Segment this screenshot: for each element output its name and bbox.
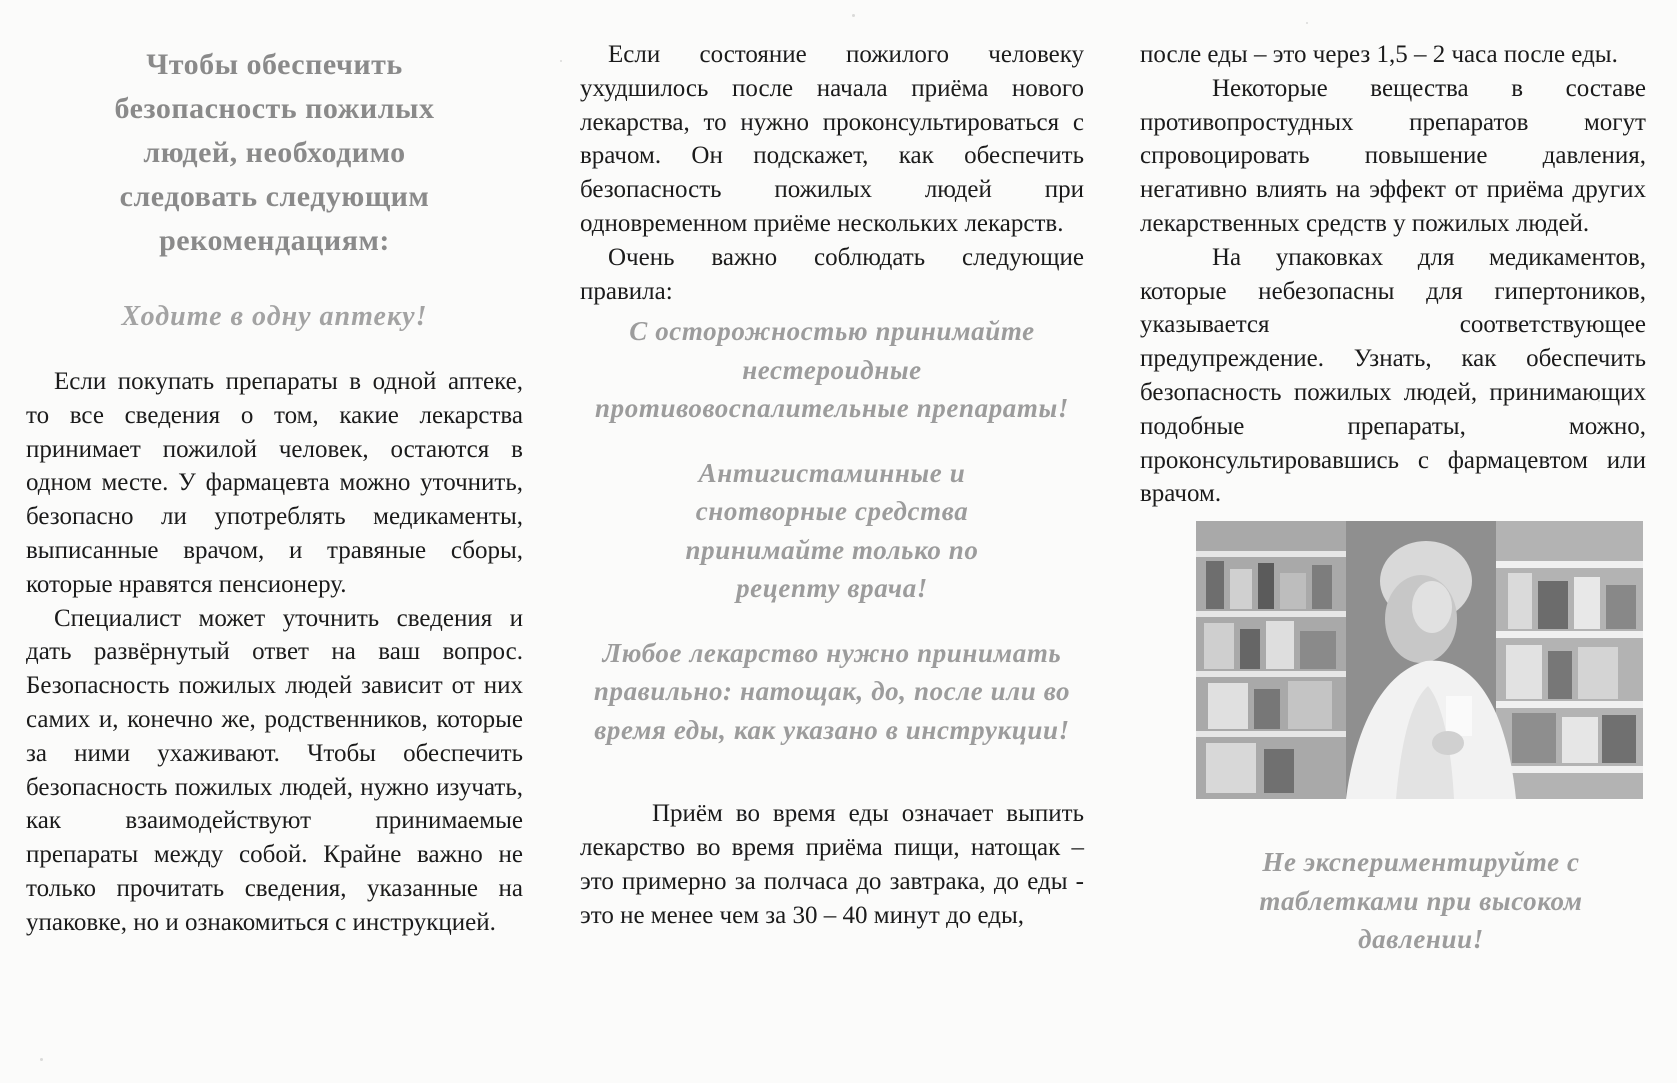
doctor-consult-paragraph: Если состояние пожилого человеку ухудшилось после начала приёма нового лекарства, то нужно проконсультироваться с врачом. Он подскажет, как обеспечить безопасность пожилых людей при одновременном приёме нескольких лекарств. bbox=[580, 41, 1084, 237]
blood-pressure-callout: Не экспериментируйте с таблетками при высоком давлении! bbox=[1259, 847, 1583, 955]
right-column bbox=[1140, 38, 1646, 959]
scan-speck bbox=[1306, 22, 1308, 24]
antihistamine-callout: Антигистаминные и снотворные средства принимайте только по рецепту врача! bbox=[685, 457, 979, 604]
scan-speck bbox=[852, 14, 855, 17]
scan-speck bbox=[560, 60, 562, 62]
pharmacist-photo bbox=[1196, 521, 1643, 799]
middle-column bbox=[580, 38, 1084, 933]
packaging-warning-paragraph: На упаковках для медикаментов, которые небезопасны для гипертоников, указывается соответствующее предупреждение. Узнать, как обеспечить безопасность пожилых людей, принимающих подобные препараты, можно, проконсультировавшись с фармацевтом или врачом. bbox=[1140, 243, 1646, 508]
scan-speck bbox=[40, 1058, 43, 1061]
specialist-paragraph: Специалист может уточнить сведения и дать развёрнутый ответ на ваш вопрос. Безопасность пожилых людей зависит от них самих и, конечно же, родственников, которые за ними ухаживают. Чтобы обеспечить безопасность пожилых людей, нужно изучать, как взаимодействуют принимаемые препараты между собой. Крайне важно не только прочитать сведения, указанные на упаковке, но и ознакомиться с инструкцией. bbox=[26, 604, 523, 936]
cold-medicine-paragraph: Некоторые вещества в составе противопростудных препаратов могут спровоцировать повышение давления, негативно влиять на эффект от приёма других лекарственных средств у пожилых людей. bbox=[1140, 74, 1646, 237]
after-meal-paragraph: после еды – это через 1,5 – 2 часа после еды. bbox=[1140, 41, 1618, 68]
rules-intro-paragraph: Очень важно соблюдать следующие правила: bbox=[580, 243, 1084, 305]
left-column bbox=[26, 38, 523, 940]
leaflet-title: Чтобы обеспечить безопасность пожилых людей, необходимо следовать следующим рекомендациям: bbox=[114, 48, 435, 257]
one-pharmacy-paragraph: Если покупать препараты в одной аптеке, то все сведения о том, какие лекарства принимает пожилой человек, остаются в одном месте. У фармацевта можно уточнить, безопасно ли употреблять медикаменты, выписанные врачом, и травяные сборы, которые нравятся пенсионеру. bbox=[26, 368, 523, 598]
nsaid-warning-callout: С осторожностью принимайте нестероидные противовоспалительные препараты! bbox=[595, 316, 1069, 424]
meal-timing-paragraph: Приём во время еды означает выпить лекарство во время приёма пищи, натощак – это примерно за полчаса до завтрака, до еды - это не менее чем за 30 – 40 минут до еды, bbox=[580, 800, 1084, 929]
pharmacy-subtitle: Ходите в одну аптеку! bbox=[121, 301, 428, 332]
correct-intake-callout: Любое лекарство нужно принимать правильно: натощак, до, после или во время еды, как указано в инструкции! bbox=[593, 637, 1071, 745]
